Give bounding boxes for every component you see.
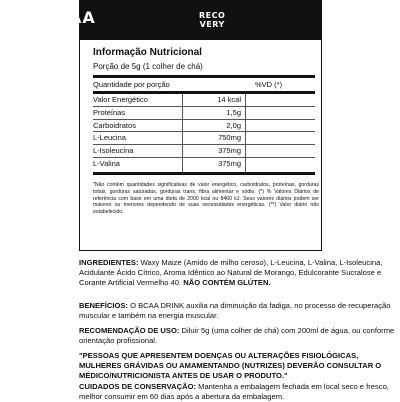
nutrient-name: L-Valina	[93, 159, 120, 168]
nutrient-name: Valor Energético	[93, 95, 148, 104]
nutrient-name: Carboidratos	[93, 121, 136, 130]
serving-size: Porção de 5g (1 colher de chá)	[93, 62, 203, 71]
nutrient-name: L-Isoleucina	[93, 146, 134, 155]
benefits-label: BENEFÍCIOS:	[79, 301, 128, 310]
brand-ratio: 2:1:1	[45, 28, 62, 34]
divider-thick	[93, 172, 315, 175]
nutrient-value: 1,5g	[226, 108, 241, 117]
column-divider	[245, 94, 246, 172]
nutrient-value: 2,0g	[226, 121, 241, 130]
nutrient-row	[93, 120, 315, 131]
ingredients-section	[79, 258, 397, 288]
nutrient-row	[93, 107, 315, 118]
usage-section	[79, 326, 397, 346]
nutrient-name: Proteínas	[93, 108, 126, 117]
divider-thick	[93, 75, 315, 78]
nutrient-row	[93, 145, 315, 156]
nutrient-value: 750mg	[218, 133, 241, 142]
recovery-tag	[199, 11, 225, 29]
nutrient-value: 375mg	[218, 146, 241, 155]
nutrition-footnote: "Não contém quantidades significativas de valor energético, carboidratos, proteínas, gorduras totais, gorduras saturadas, gorduras trans, fibra alimentar e sódio. (*) % Valores Diários de referência com base em uma dieta de 2000 kcal ou 8400 kJ. Seus valores diários podem ser maiores ou menores dependendo de suas necessidades energéticas. (**) Valor diário não estabelecido.	[93, 182, 319, 216]
storage-label: CUIDADOS DE CONSERVAÇÃO:	[79, 382, 197, 391]
column-divider	[182, 94, 183, 172]
ingredients-label: INGREDIENTES:	[79, 258, 139, 267]
usage-text: Diluir 5g (uma colher de chá) com 200ml de água, ou conforme orientação profissional.	[79, 326, 395, 345]
recovery-tag-line1: RECO	[199, 11, 226, 20]
nutrient-name: L-Leucina	[93, 133, 126, 142]
nutrition-title: Informação Nutricional	[93, 47, 202, 58]
brand-logo: BCAA	[43, 8, 96, 27]
ingredients-text: Waxy Maize (Amido de milho ceroso), L-Leucina, L-Valina, L-Isoleucina, Acidulante Ácido Cítrico, Aroma Idêntico ao Natural de Morango, Edulcorante Sucralose e Corante Artificial Vermelho 40.	[79, 258, 383, 287]
nutrient-value: 375mg	[218, 159, 241, 168]
quantity-header: Quantidade por porção	[93, 80, 170, 89]
nutrient-row	[93, 94, 315, 105]
nutrient-value: 14 kcal	[217, 95, 241, 104]
gluten-statement: NÃO CONTÉM GLÚTEN.	[183, 278, 271, 287]
usage-label: RECOMENDAÇÃO DE USO:	[79, 326, 180, 335]
nutrient-row	[93, 158, 315, 169]
nutrient-row	[93, 132, 315, 143]
storage-section	[79, 382, 397, 402]
dv-header: %VD (*)	[255, 80, 283, 89]
recovery-tag-line2: VERY	[199, 20, 225, 29]
benefits-text: O BCAA DRINK auxilia na diminuição da fadiga, no processo de recuperação muscular e também na energia muscular.	[79, 301, 391, 320]
benefits-section	[79, 301, 397, 321]
storage-text: Mantenha a embalagem fechada em local seco e fresco, melhor consumir em 60 dias após a abertura da embalagem.	[79, 382, 389, 401]
health-warning: "PESSOAS QUE APRESENTEM DOENÇAS OU ALTERAÇÕES FISIOLÓGICAS, MULHERES GRÁVIDAS OU AMAMENTANDO (NUTRIZES) DEVERÃO CONSULTAR O MÉDICO/NUTRICIONISTA ANTES DE USAR O PRODUTO."	[79, 351, 382, 380]
